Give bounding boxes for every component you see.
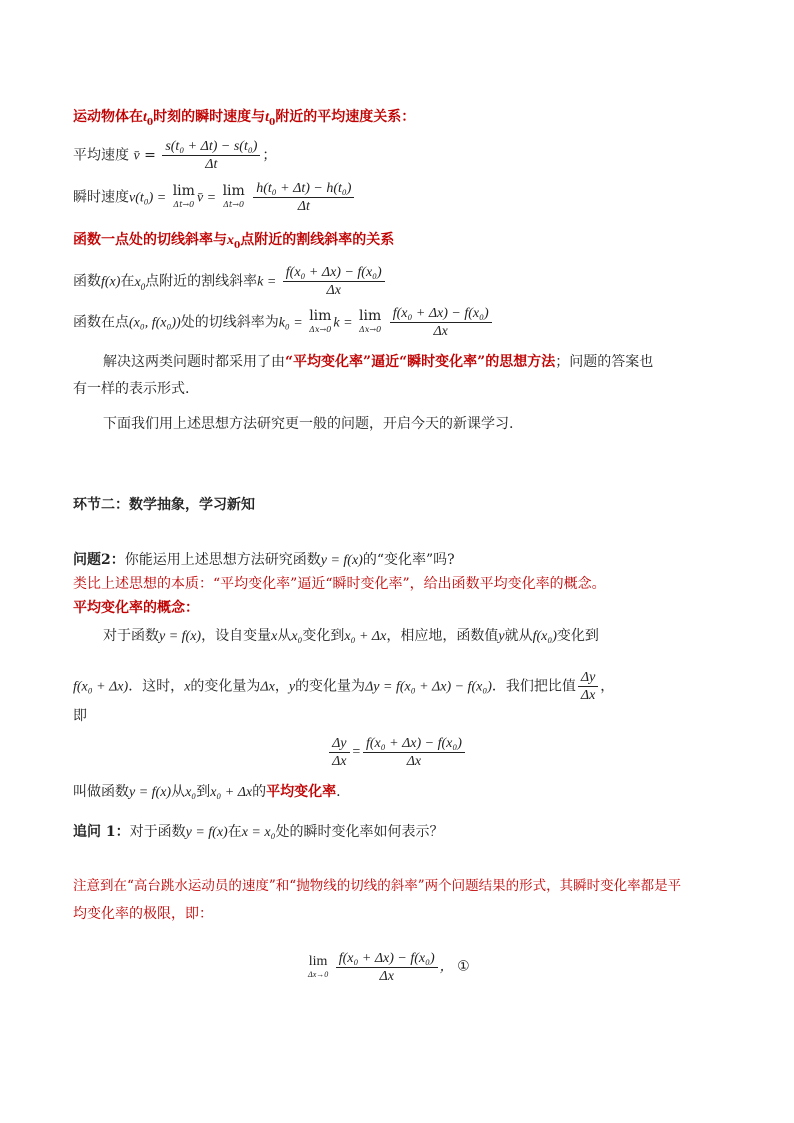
text: 的 (252, 784, 267, 800)
fraction (390, 305, 492, 340)
definition-line-1 (103, 626, 599, 647)
fraction (162, 138, 260, 173)
var: y (288, 679, 296, 695)
secant-slope-formula (73, 264, 387, 299)
note-line-2: 均变化率的极限，即： (73, 906, 213, 922)
punct: ， (439, 959, 454, 975)
fraction (329, 735, 349, 770)
denominator: Δx (326, 283, 341, 298)
text: 函数 (73, 273, 101, 290)
denominator: Δx (433, 324, 448, 339)
var: x (184, 679, 191, 695)
highlight-text: “平均变化率”逼近“瞬时变化率”的思想方法 (285, 354, 556, 370)
limit-equation (306, 950, 470, 985)
numerator: h(t₀ + Δt) − h(t₀) (253, 180, 354, 198)
v-bar: v̄ = (196, 190, 217, 206)
concept-title: 平均变化率的概念： (73, 600, 199, 616)
numerator: f(x₀ + Δx) − f(x₀) (363, 735, 465, 753)
fraction (363, 735, 465, 770)
lhs: v(t₀) = (129, 190, 167, 206)
var: x₀ + Δx (344, 629, 387, 644)
point: (x₀, f(x₀)) (129, 315, 181, 331)
denominator: Δx (379, 969, 394, 984)
k: k = (257, 274, 277, 290)
lim-word: lim (359, 307, 382, 324)
var: x (271, 629, 278, 644)
paragraph-method-cont (73, 379, 189, 399)
function: y = f(x) (129, 785, 172, 800)
text: 从 (171, 784, 186, 800)
tangent-slope-formula (73, 305, 494, 340)
lim-word: lim (309, 307, 332, 324)
lim-word: lim (172, 182, 195, 199)
question-label: 问题2： (73, 552, 125, 568)
var: x₀ + Δx (210, 785, 253, 800)
fraction (578, 669, 598, 704)
text: 解决这两类问题时都采用了由 (103, 354, 285, 370)
section-heading: 环节二：数学抽象，学习新知 (73, 497, 255, 513)
function: y = f(x) (320, 553, 363, 568)
note-line-1: 注意到在“高台跳水运动员的速度”和“抛物线的切线的斜率”两个问题结果的形式，其瞬时变化率都是平 (73, 878, 682, 894)
denominator: Δx (580, 688, 596, 703)
text: 处的瞬时变化率如何表示？ (275, 824, 444, 840)
limit (359, 307, 382, 336)
v-bar: v̄ (133, 148, 140, 164)
denominator: Δt (205, 157, 218, 172)
text: 变化到 (556, 628, 599, 644)
numerator: Δy (578, 669, 598, 687)
definition-conclusion (73, 782, 341, 803)
text: 函数在点 (73, 314, 129, 331)
text: 就从 (504, 628, 533, 644)
numerator: f(x₀ + Δx) − f(x₀) (390, 305, 492, 323)
var: Δy = f(x₀ + Δx) − f(x₀) (365, 679, 492, 695)
label: 平均速度 (73, 147, 129, 164)
label: 瞬时速度 (73, 189, 129, 206)
text: 你能运用上述思想方法研究函数 (124, 552, 321, 568)
definition-line-2 (73, 669, 614, 704)
text: 对于函数 (129, 824, 186, 840)
text: 到 (196, 784, 211, 800)
text: 在 (227, 824, 242, 840)
var: y (498, 629, 505, 644)
numerator: Δy (329, 735, 349, 753)
followup-question (73, 822, 443, 843)
circled-one: ① (457, 959, 470, 975)
highlight-text: 平均变化率 (266, 784, 337, 800)
text: 的变化量为 (190, 678, 261, 695)
var: f(x₀) (532, 629, 557, 644)
average-speed-formula (73, 138, 276, 173)
text: 有一样的表示形式. (73, 381, 190, 397)
fraction (253, 180, 354, 215)
function: y = f(x) (159, 629, 202, 644)
denominator: Δt (297, 199, 310, 214)
heading-text: 时刻的瞬时速度与 (153, 109, 266, 125)
text: 在 (120, 273, 135, 290)
text: . (336, 784, 341, 800)
text: 的变化量为 (295, 678, 366, 695)
fraction (336, 950, 438, 985)
question-label: 追问 1： (73, 824, 130, 840)
text: ．这时， (128, 678, 185, 695)
paragraph-intro: 下面我们用上述思想方法研究更一般的问题，开启今天的新课学习. (103, 416, 514, 432)
sub-zero: 0 (146, 117, 154, 128)
var: x = x₀ (241, 825, 276, 840)
lim-sub: Δt→0 (223, 199, 245, 209)
text: ，相应地，函数值 (386, 628, 499, 644)
k: k = (333, 315, 353, 331)
var: Δx (260, 679, 275, 695)
var-t: t (265, 110, 270, 125)
numerator: s(t₀ + Δt) − s(t₀) (162, 138, 260, 156)
heading-velocity-relation (73, 107, 415, 133)
text: 变化到 (302, 628, 345, 644)
equals: = (144, 147, 156, 164)
heading-text: 函数一点处的切线斜率与 (73, 232, 227, 248)
text: 叫做函数 (73, 784, 129, 800)
function: y = f(x) (185, 825, 228, 840)
limit (309, 307, 332, 336)
sub-zero: 0 (234, 240, 241, 251)
punct: ； (262, 147, 277, 164)
definition-line-3: 即 (73, 708, 87, 724)
var-x: x (227, 233, 234, 248)
k0: k₀ = (278, 315, 303, 331)
heading-text: 点附近的割线斜率的关系 (240, 232, 395, 248)
var: f(x₀ + Δx) (73, 679, 129, 695)
text: 的“变化率”吗? (362, 552, 455, 568)
text: 对于函数 (103, 628, 159, 644)
instant-speed-formula (73, 180, 356, 215)
text: 处的切线斜率为 (180, 314, 279, 331)
text: 点附近的割线斜率 (145, 273, 258, 290)
lim-sub: Δx→0 (309, 324, 332, 334)
ratio-equation (0, 735, 794, 770)
lim-word: lim (308, 953, 328, 969)
var-t: t (143, 110, 147, 125)
numerator: f(x₀ + Δx) − f(x₀) (336, 950, 438, 968)
denominator: Δx (332, 754, 347, 769)
lim-sub: Δt→0 (173, 199, 195, 209)
analogy-text: 类比上述思想的本质：“平均变化率”逼近“瞬时变化率”，给出函数平均变化率的概念。 (73, 576, 606, 592)
heading-text: 运动物体在 (73, 109, 143, 125)
lim-sub: Δx→0 (359, 324, 382, 334)
numerator: f(x₀ + Δx) − f(x₀) (283, 264, 385, 282)
var-x0: $x_0$ (134, 274, 146, 292)
text: ，设自变量 (201, 628, 272, 644)
fx: f(x) (101, 274, 121, 290)
text: ， (600, 678, 615, 695)
limit (308, 955, 328, 981)
question-2 (73, 550, 455, 571)
heading-slope-relation (73, 230, 394, 256)
limit (222, 182, 245, 211)
text: 从 (277, 628, 292, 644)
text: ；问题的答案也 (555, 354, 654, 370)
var: x₀ (291, 629, 303, 644)
text: ．我们把比值 (491, 678, 576, 695)
equals: = (351, 744, 361, 760)
var: x₀ (185, 785, 197, 800)
limit (172, 182, 195, 211)
denominator: Δx (406, 754, 422, 769)
lim-sub: Δx→0 (308, 969, 329, 979)
fraction (283, 264, 385, 299)
lim-word: lim (222, 182, 245, 199)
sub-zero: 0 (269, 117, 276, 128)
heading-text: 附近的平均速度关系： (275, 109, 416, 125)
text: ， (274, 678, 289, 695)
paragraph-method (103, 352, 653, 372)
